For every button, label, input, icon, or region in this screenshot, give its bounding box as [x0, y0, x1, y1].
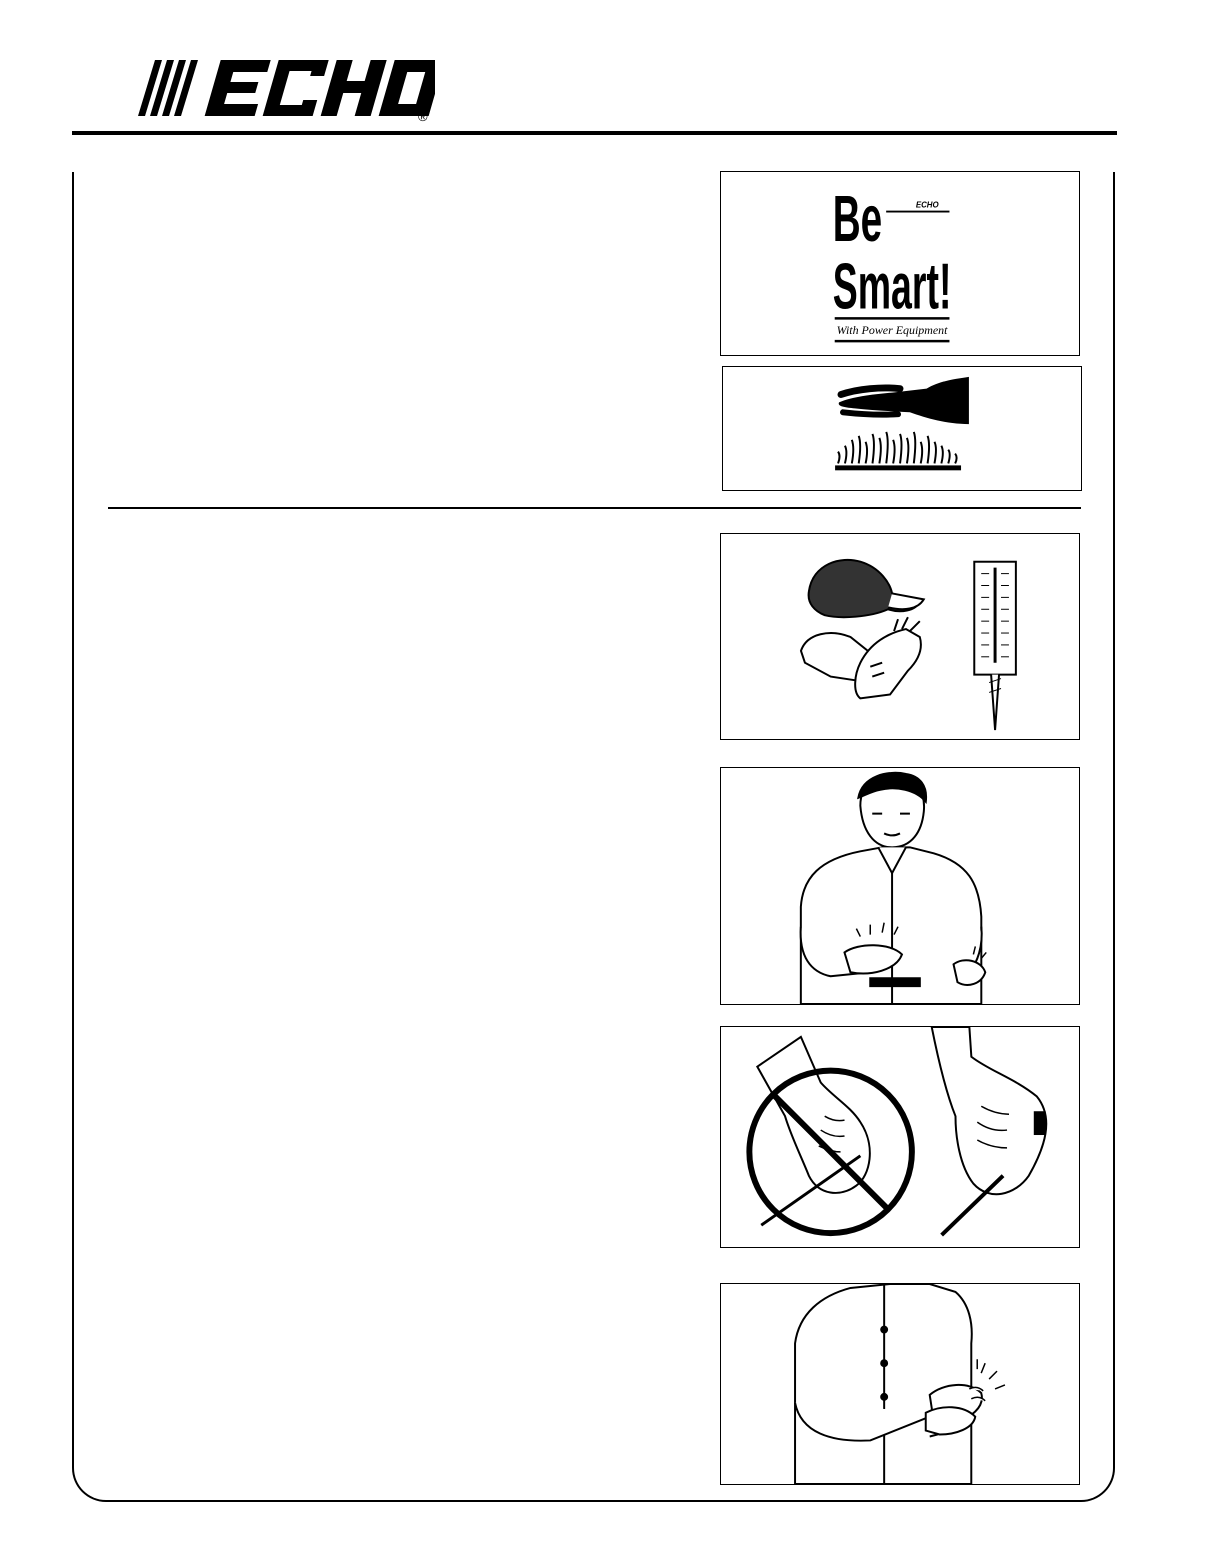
man-shaking-hands-icon [721, 768, 1079, 1004]
poster-line-be: Be [832, 182, 883, 256]
be-smart-poster-figure [720, 171, 1080, 356]
protective-gear-figure [720, 533, 1080, 740]
rubbing-hands-figure [720, 1283, 1080, 1485]
cap-gloves-thermometer-icon [721, 534, 1079, 739]
poster-line-smart: Smart! [832, 249, 952, 323]
hand-over-heat-icon [723, 367, 1081, 490]
grip-comparison-figure [720, 1026, 1080, 1248]
prohibited-grip-vs-correct-grip-icon [721, 1027, 1079, 1247]
header-rule [72, 131, 1117, 135]
rubbing-hands-icon [721, 1284, 1079, 1484]
registered-mark: ® [418, 109, 428, 124]
poster-mini-brand: ECHO [915, 200, 939, 210]
echo-logo [135, 52, 435, 124]
section-divider [108, 507, 1081, 509]
poster-tagline: With Power Equipment [836, 323, 949, 338]
hot-surface-figure [722, 366, 1082, 491]
numb-hands-figure [720, 767, 1080, 1005]
